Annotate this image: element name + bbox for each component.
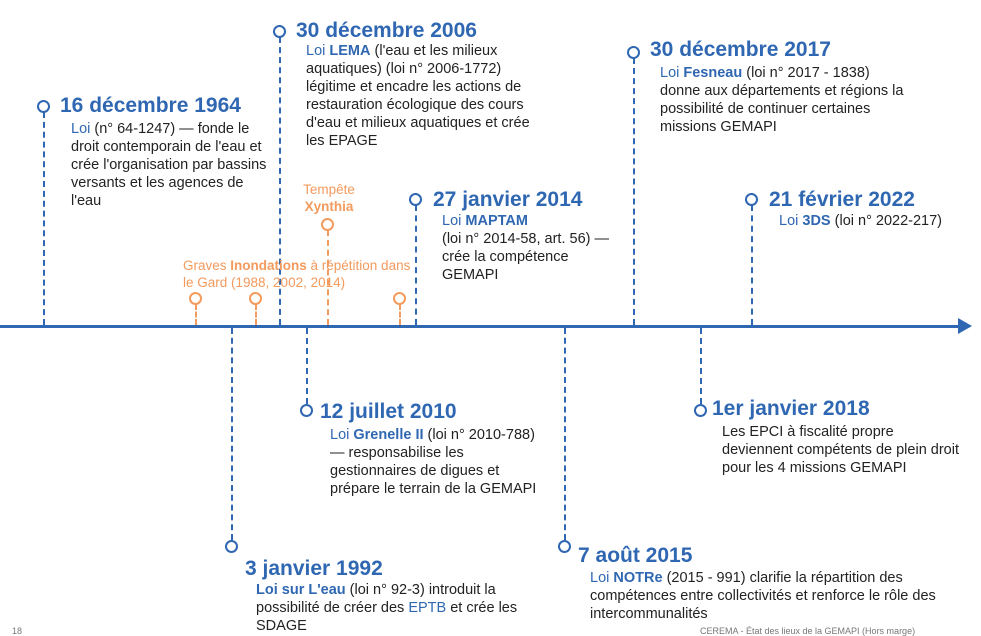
desc-2006 bbox=[306, 42, 544, 150]
law-name: NOTRe bbox=[613, 570, 663, 586]
inondations-post: à répétition dans le Gard (1988, 2002, 2014) bbox=[183, 258, 411, 290]
desc-text: (loi n° 2014-58, art. 56) — crée la compétence GEMAPI bbox=[442, 231, 609, 283]
inondations-pre: Graves bbox=[183, 258, 231, 273]
marker-2018 bbox=[694, 404, 707, 417]
page-number: 18 bbox=[12, 626, 23, 636]
desc-text: (loi n° 2010-788) — responsabilise les gestionnaires de digues et prépare le terrain de la GEMAPI bbox=[330, 427, 537, 497]
law-name: Fesneau bbox=[683, 65, 743, 81]
date-2018: 1er janvier 2018 bbox=[712, 397, 870, 420]
date-2017: 30 décembre 2017 bbox=[650, 38, 831, 61]
desc-2015 bbox=[590, 569, 945, 623]
desc-text: (n° 64-1247) — fonde le droit contemporain de l'eau et crée l'organisation par bassins versants et les agences de l'eau bbox=[71, 121, 267, 209]
date-2015: 7 août 2015 bbox=[578, 544, 693, 567]
marker-2022 bbox=[745, 193, 758, 206]
marker-2014 bbox=[409, 193, 422, 206]
timeline-axis bbox=[0, 325, 962, 328]
inondations-label bbox=[183, 257, 411, 291]
xynthia-line1: Tempête bbox=[303, 182, 355, 197]
date-2010: 12 juillet 2010 bbox=[320, 400, 457, 423]
marker-2006 bbox=[273, 25, 286, 38]
law-name: Loi sur L'eau bbox=[256, 582, 346, 598]
connector-2017 bbox=[633, 58, 635, 325]
connector-inondation-2014 bbox=[399, 304, 401, 325]
footer-caption: CEREMA - État des lieux de la GEMAPI (Hors marge) bbox=[700, 626, 916, 636]
loi-label: Loi bbox=[71, 121, 91, 137]
desc-2017 bbox=[660, 64, 910, 136]
law-name: LEMA bbox=[329, 43, 371, 59]
marker-2010 bbox=[300, 404, 313, 417]
law-name: 3DS bbox=[802, 213, 831, 229]
desc-text-1: (loi n° 92-3) introduit la possibilité de créer des bbox=[256, 582, 496, 616]
loi-label: Loi bbox=[442, 213, 462, 229]
date-2022: 21 février 2022 bbox=[769, 188, 915, 211]
loi-label: Loi bbox=[779, 213, 799, 229]
desc-text: Les EPCI à fiscalité propre deviennent compétents de plein droit pour les 4 missions GEMAPI bbox=[722, 424, 959, 476]
date-2014: 27 janvier 2014 bbox=[433, 188, 583, 211]
marker-2017 bbox=[627, 46, 640, 59]
connector-1992 bbox=[231, 328, 233, 540]
connector-inondation-1988 bbox=[195, 304, 197, 325]
connector-2022 bbox=[751, 205, 753, 325]
desc-text-2: et crée les SDAGE bbox=[256, 600, 518, 634]
desc-2010 bbox=[330, 426, 540, 498]
desc-text: (loi n° 2022-217) bbox=[830, 213, 943, 229]
desc-2018 bbox=[722, 423, 962, 477]
xynthia-line2: Xynthia bbox=[304, 199, 354, 214]
loi-label: Loi bbox=[330, 427, 350, 443]
connector-2018 bbox=[700, 328, 702, 404]
connector-1964 bbox=[43, 112, 45, 325]
loi-label: Loi bbox=[306, 43, 326, 59]
desc-text: (l'eau et les milieux aquatiques) (loi n° 2006-1772) légitime et encadre les actions de restauration écologique des cours d'eau et milieux aquatiques et crée les EPAGE bbox=[306, 43, 530, 149]
loi-label: Loi bbox=[660, 65, 680, 81]
desc-text: (2015 - 991) clarifie la répartition des compétences entre collectivités et renforce le rôle des intercommunalités bbox=[590, 570, 936, 622]
marker-1964 bbox=[37, 100, 50, 113]
loi-label: Loi bbox=[590, 570, 610, 586]
marker-2015 bbox=[558, 540, 571, 553]
inondations-bold: Inondations bbox=[230, 258, 307, 273]
date-1992: 3 janvier 1992 bbox=[245, 557, 383, 580]
desc-1992 bbox=[256, 581, 546, 635]
connector-2010 bbox=[306, 328, 308, 404]
desc-2014 bbox=[442, 212, 617, 284]
connector-inondation-2002 bbox=[255, 304, 257, 325]
desc-2022 bbox=[779, 212, 954, 230]
timeline-arrowhead bbox=[958, 318, 972, 334]
connector-2015 bbox=[564, 328, 566, 540]
connector-2014 bbox=[415, 205, 417, 325]
law-name: Grenelle II bbox=[353, 427, 424, 443]
desc-text: (loi n° 2017 - 1838) donne aux départements et régions la possibilité de continuer certaines missions GEMAPI bbox=[660, 65, 904, 135]
date-1964: 16 décembre 1964 bbox=[60, 94, 241, 117]
desc-1964 bbox=[71, 120, 271, 210]
eptb-term: EPTB bbox=[408, 600, 447, 616]
marker-1992 bbox=[225, 540, 238, 553]
date-2006: 30 décembre 2006 bbox=[296, 19, 477, 42]
law-name: MAPTAM bbox=[465, 213, 528, 229]
xynthia-label bbox=[297, 181, 361, 215]
